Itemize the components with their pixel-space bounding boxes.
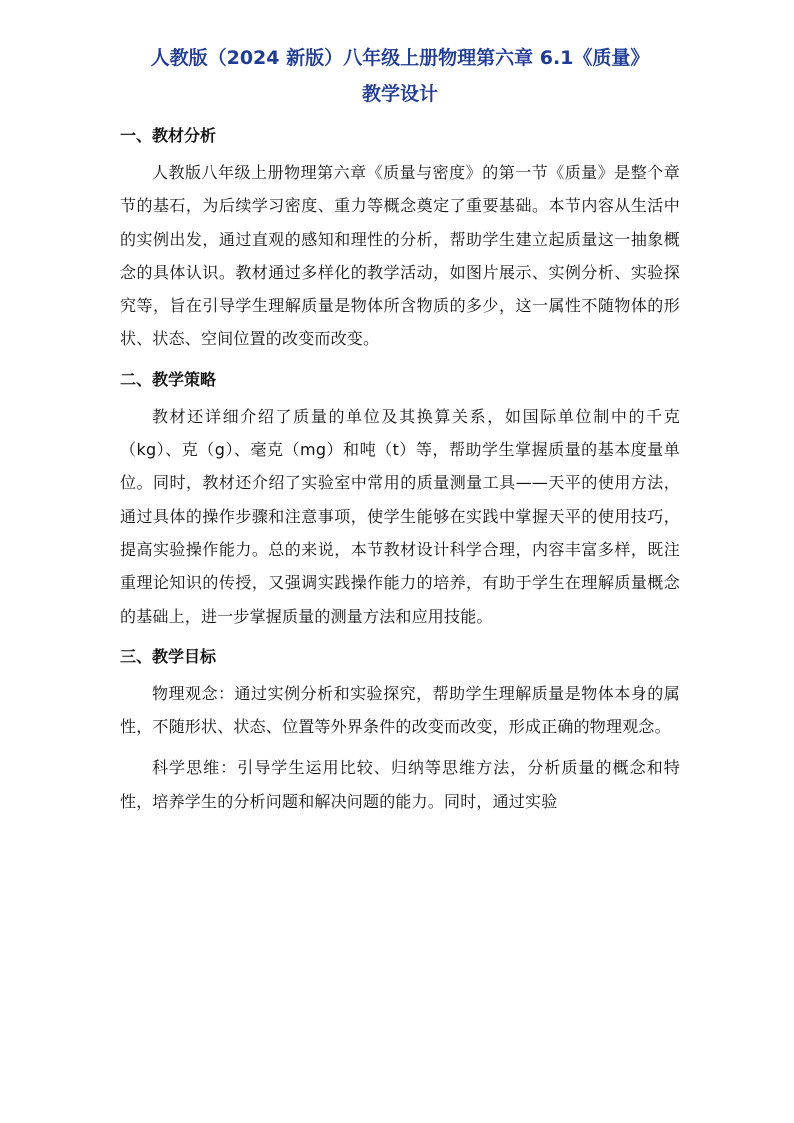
document-title-line-2: 教学设计 — [361, 83, 438, 105]
document-page — [120, 40, 680, 818]
section-textbook-analysis — [120, 126, 680, 356]
document-title — [120, 40, 680, 112]
section-heading: 一、教材分析 — [120, 126, 217, 145]
paragraph: 物理观念：通过实例分析和实验探究，帮助学生理解质量是物体本身的属性，不随形状、状态、位置等外界条件的改变而改变，形成正确的物理观念。 — [120, 683, 680, 737]
section-heading: 二、教学策略 — [120, 369, 217, 389]
paragraph: 人教版八年级上册物理第六章《质量与密度》的第一节《质量》是整个章节的基石，为后续学习密度、重力等概念奠定了重要基础。本节内容从生活中的实例出发，通过直观的感知和理性的分析，帮助学生建立起质量这一抽象概念的具体认识。教材通过多样化的教学活动，如图片展示、实例分析、实验探究等，旨在引导学生理解质量是物体所含物质的多少，这一属性不随物体的形状、状态、空间位置的改变而改变。 — [120, 163, 680, 349]
section-teaching-objectives — [120, 647, 680, 818]
section-heading: 三、教学目标 — [120, 646, 217, 666]
document-title-line-1: 人教版（2024 新版）八年级上册物理第六章 6.1《质量》 — [150, 47, 650, 69]
paragraph: 科学思维：引导学生运用比较、归纳等思维方法，分析质量的概念和特性，培养学生的分析问题和解决问题的能力。同时，通过实验 — [120, 758, 680, 811]
paragraph: 教材还详细介绍了质量的单位及其换算关系，如国际单位制中的千克（kg）、克（g）、毫克（mg）和吨（t）等，帮助学生掌握质量的基本度量单位。同时，教材还介绍了实验室中常用的质量测量工具——天平的使用方法，通过具体的操作步骤和注意事项，使学生能够在实践中掌握天平的使用技巧，提高实验操作能力。总的来说，本节教材设计科学合理，内容丰富多样，既注重理论知识的传授，又强调实践操作能力的培养，有助于学生在理解质量概念的基础上，进一步掌握质量的测量方法和应用技能。 — [120, 406, 680, 626]
section-teaching-strategy — [120, 370, 680, 633]
